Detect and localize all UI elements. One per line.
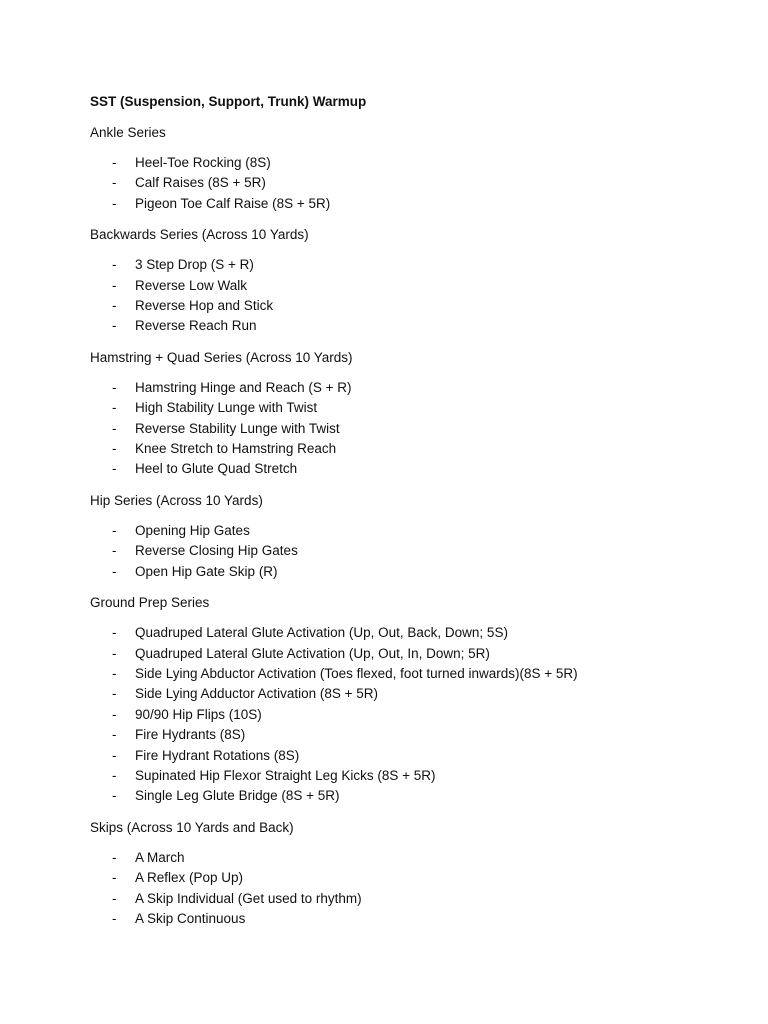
list-item-text: Pigeon Toe Calf Raise (8S + 5R) [135, 195, 331, 211]
section-backwards-series [90, 225, 710, 337]
list-item-text: Heel to Glute Quad Stretch [135, 461, 298, 477]
dash-bullet: - [112, 461, 117, 477]
section-heading: Ankle Series [90, 125, 166, 140]
list-item-text: Supinated Hip Flexor Straight Leg Kicks (8S + 5R) [135, 767, 436, 783]
exercise-list [90, 623, 710, 807]
list-item-text: Heel-Toe Rocking (8S) [135, 155, 271, 170]
list-item-text: Quadruped Lateral Glute Activation (Up, Out, In, Down; 5R) [135, 645, 490, 661]
list-item [90, 316, 710, 336]
list-item [90, 644, 710, 664]
exercise-list [90, 255, 710, 337]
list-item [90, 276, 710, 296]
dash-bullet: - [112, 645, 117, 661]
list-item [90, 868, 710, 888]
list-item [90, 786, 710, 806]
document-body [90, 92, 710, 940]
list-item [90, 419, 710, 439]
list-item [90, 684, 710, 704]
section-ground-prep-series [90, 593, 710, 807]
list-item [90, 664, 710, 684]
list-item [90, 439, 710, 459]
section-heading: Backwards Series (Across 10 Yards) [90, 227, 309, 243]
section-hamstring-quad-series [90, 348, 710, 480]
list-item-text: Reverse Stability Lunge with Twist [135, 420, 340, 436]
list-item-text: Quadruped Lateral Glute Activation (Up, Out, Back, Down; 5S) [135, 625, 508, 641]
dash-bullet: - [112, 277, 117, 293]
list-item-text: 90/90 Hip Flips (10S) [135, 706, 262, 722]
dash-bullet: - [112, 788, 117, 804]
dash-bullet: - [112, 257, 117, 273]
section-ankle-series [90, 123, 710, 214]
list-item [90, 296, 710, 316]
document-title: SST (Suspension, Support, Trunk) Warmup [90, 94, 367, 109]
list-item [90, 848, 710, 868]
dash-bullet: - [112, 870, 117, 886]
dash-bullet: - [112, 849, 117, 865]
list-item [90, 705, 710, 725]
dash-bullet: - [112, 155, 117, 170]
list-item-text: Open Hip Gate Skip (R) [135, 563, 278, 579]
list-item [90, 562, 710, 582]
dash-bullet: - [112, 379, 117, 395]
dash-bullet: - [112, 522, 117, 538]
list-item [90, 541, 710, 561]
list-item-text: Reverse Low Walk [135, 277, 248, 293]
dash-bullet: - [112, 686, 117, 702]
dash-bullet: - [112, 727, 117, 743]
list-item [90, 173, 710, 193]
dash-bullet: - [112, 420, 117, 436]
list-item-text: Knee Stretch to Hamstring Reach [135, 441, 337, 457]
section-skips [90, 818, 710, 930]
list-item [90, 766, 710, 786]
list-item-text: Opening Hip Gates [135, 522, 250, 538]
list-item-text: Calf Raises (8S + 5R) [135, 175, 266, 191]
section-heading: Skips (Across 10 Yards and Back) [90, 819, 294, 835]
exercise-list [90, 521, 710, 582]
dash-bullet: - [112, 563, 117, 579]
dash-bullet: - [112, 665, 117, 681]
section-heading: Ground Prep Series [90, 595, 210, 611]
dash-bullet: - [112, 441, 117, 457]
list-item [90, 153, 710, 173]
list-item-text: Fire Hydrants (8S) [135, 727, 246, 743]
dash-bullet: - [112, 318, 117, 334]
list-item-text: Reverse Reach Run [135, 318, 257, 334]
dash-bullet: - [112, 625, 117, 641]
dash-bullet: - [112, 706, 117, 722]
list-item [90, 889, 710, 909]
list-item-text: Reverse Closing Hip Gates [135, 543, 298, 559]
dash-bullet: - [112, 543, 117, 559]
list-item [90, 378, 710, 398]
list-item [90, 623, 710, 643]
dash-bullet: - [112, 195, 117, 211]
list-item [90, 746, 710, 766]
list-item [90, 255, 710, 275]
list-item [90, 725, 710, 745]
list-item-text: Reverse Hop and Stick [135, 298, 274, 314]
dash-bullet: - [112, 767, 117, 783]
list-item [90, 398, 710, 418]
list-item-text: A Skip Continuous [135, 910, 246, 926]
list-item-text: Side Lying Abductor Activation (Toes flexed, foot turned inwards)(8S + 5R) [135, 665, 578, 681]
dash-bullet: - [112, 747, 117, 763]
list-item [90, 194, 710, 214]
list-item-text: A Skip Individual (Get used to rhythm) [135, 890, 362, 906]
dash-bullet: - [112, 298, 117, 314]
list-item-text: 3 Step Drop (S + R) [135, 257, 254, 273]
list-item-text: Side Lying Adductor Activation (8S + 5R) [135, 686, 379, 702]
exercise-list [90, 153, 710, 214]
list-item-text: A March [135, 849, 185, 865]
list-item [90, 459, 710, 479]
list-item [90, 909, 710, 929]
section-heading: Hip Series (Across 10 Yards) [90, 492, 263, 508]
section-heading: Hamstring + Quad Series (Across 10 Yards) [90, 349, 353, 365]
dash-bullet: - [112, 175, 117, 191]
dash-bullet: - [112, 400, 117, 416]
exercise-list [90, 848, 710, 930]
list-item-text: Fire Hydrant Rotations (8S) [135, 747, 300, 763]
list-item-text: High Stability Lunge with Twist [135, 400, 318, 416]
list-item-text: Hamstring Hinge and Reach (S + R) [135, 379, 352, 395]
dash-bullet: - [112, 910, 117, 926]
exercise-list [90, 378, 710, 480]
section-hip-series [90, 491, 710, 582]
list-item-text: A Reflex (Pop Up) [135, 870, 244, 886]
list-item [90, 521, 710, 541]
dash-bullet: - [112, 890, 117, 906]
list-item-text: Single Leg Glute Bridge (8S + 5R) [135, 788, 340, 804]
